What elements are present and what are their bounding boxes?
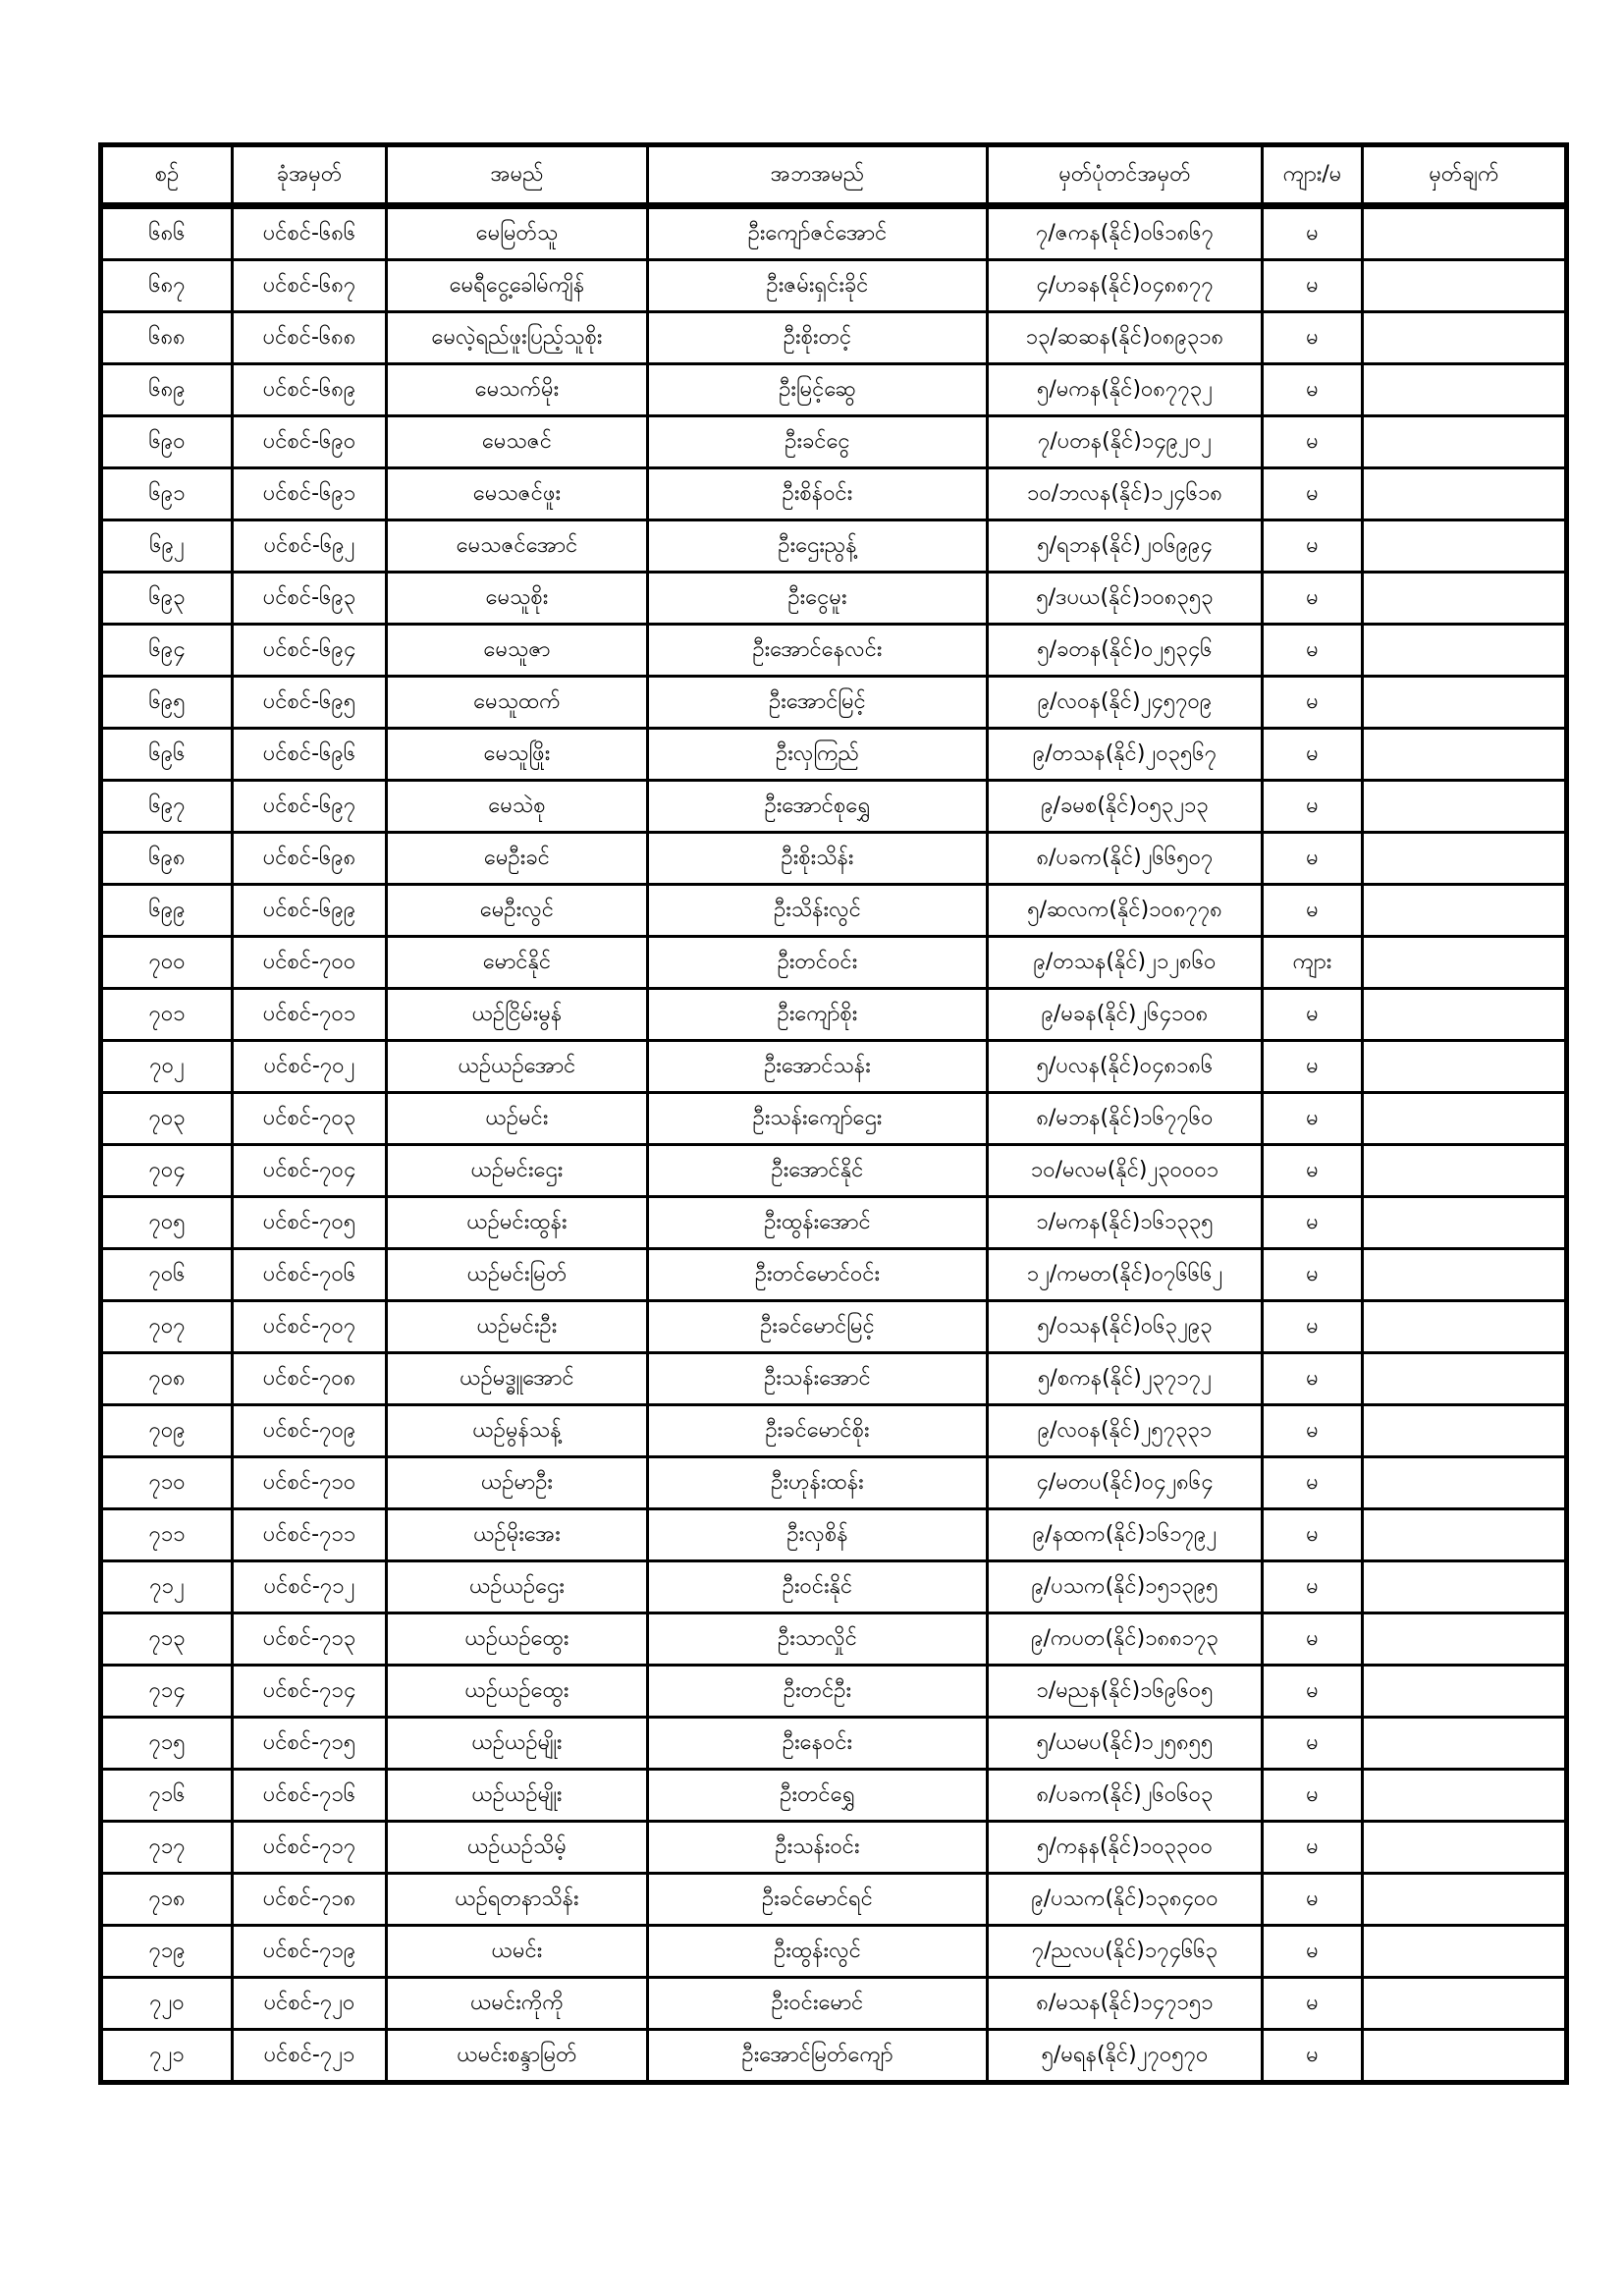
nrc-no-cell: ၇/ပတန(နိုင်)၁၄၉၂၀၂ (988, 416, 1263, 468)
table-row (101, 520, 1567, 573)
nrc-no-cell: ၄/ဟခန(နိုင်)၀၄၈၈၇၇ (988, 260, 1263, 312)
nrc-no-cell: ၅/စကန(နိုင်)၂၃၇၁၇၂ (988, 1353, 1263, 1405)
serial-no-cell: ၇၁၃ (101, 1613, 233, 1666)
seat-no-cell: ပင်စင်-၇၁၈ (233, 1874, 387, 1926)
serial-no-cell: ၆၈၆ (101, 206, 233, 260)
gender-cell: မ (1263, 625, 1363, 677)
serial-no-cell: ၇၁၀ (101, 1457, 233, 1509)
name-cell: ယဉ်ယဉ်ထွေး (387, 1666, 648, 1718)
seat-no-cell: ပင်စင်-၇၁၅ (233, 1718, 387, 1770)
table-row (101, 1197, 1567, 1249)
name-cell: မေလဲ့ရည်ဖူးပြည့်သူစိုး (387, 312, 648, 364)
remarks-cell (1363, 312, 1567, 364)
serial-no-cell: ၇၁၁ (101, 1509, 233, 1561)
table-header-row (101, 145, 1567, 206)
seat-no-cell: ပင်စင်-၆၉၈ (233, 833, 387, 885)
gender-cell: မ (1263, 729, 1363, 781)
serial-no-cell: ၇၂၀ (101, 1978, 233, 2030)
father-name-cell: ဦးတင်ဝင်း (648, 937, 988, 989)
name-cell: မေသူထက် (387, 677, 648, 729)
serial-no-cell: ၆၈၇ (101, 260, 233, 312)
name-cell: မေဦးလွင် (387, 885, 648, 937)
gender-cell: မ (1263, 781, 1363, 833)
table-row (101, 573, 1567, 625)
gender-cell: မ (1263, 1561, 1363, 1613)
father-name-cell: ဦးသန်းကျော်ဌေး (648, 1093, 988, 1145)
father-name-cell: ဦးထွန်းလွင် (648, 1926, 988, 1978)
seat-no-cell: ပင်စင်-၇၁၀ (233, 1457, 387, 1509)
table-row (101, 729, 1567, 781)
seat-no-cell: ပင်စင်-၆၈၈ (233, 312, 387, 364)
father-name-cell: ဦးဟုန်းထန်း (648, 1457, 988, 1509)
remarks-cell (1363, 1770, 1567, 1822)
remarks-cell (1363, 1197, 1567, 1249)
remarks-cell (1363, 416, 1567, 468)
name-cell: ယဉ်ယဉ်မျိုး (387, 1718, 648, 1770)
header-nrc-no: မှတ်ပုံတင်အမှတ် (988, 145, 1263, 206)
name-cell: မေသဇင်အောင် (387, 520, 648, 573)
seat-no-cell: ပင်စင်-၆၈၆ (233, 206, 387, 260)
remarks-cell (1363, 1405, 1567, 1457)
nrc-no-cell: ၉/တသန(နိုင်)၂၀၃၅၆၇ (988, 729, 1263, 781)
table-row (101, 781, 1567, 833)
table-row (101, 1457, 1567, 1509)
gender-cell: မ (1263, 1145, 1363, 1197)
seat-no-cell: ပင်စင်-၇၀၅ (233, 1197, 387, 1249)
serial-no-cell: ၆၉၁ (101, 468, 233, 520)
name-cell: ယဉ်မဒ္ဓူအောင် (387, 1353, 648, 1405)
table-row (101, 416, 1567, 468)
nrc-no-cell: ၅/ဆလက(နိုင်)၁၀၈၇၇၈ (988, 885, 1263, 937)
father-name-cell: ဦးအောင်နေလင်း (648, 625, 988, 677)
serial-no-cell: ၇၀၃ (101, 1093, 233, 1145)
gender-cell: မ (1263, 1822, 1363, 1874)
header-serial-no: စဉ် (101, 145, 233, 206)
remarks-cell (1363, 1509, 1567, 1561)
nrc-no-cell: ၈/ပခက(နိုင်)၂၆၆၅၀၇ (988, 833, 1263, 885)
table-row (101, 2030, 1567, 2083)
seat-no-cell: ပင်စင်-၇၀၈ (233, 1353, 387, 1405)
seat-no-cell: ပင်စင်-၆၉၇ (233, 781, 387, 833)
remarks-cell (1363, 468, 1567, 520)
gender-cell: မ (1263, 1041, 1363, 1093)
nrc-no-cell: ၉/ပသက(နိုင်)၁၃၈၄၀၀ (988, 1874, 1263, 1926)
father-name-cell: ဦးသန်းအောင် (648, 1353, 988, 1405)
serial-no-cell: ၇၁၇ (101, 1822, 233, 1874)
seat-no-cell: ပင်စင်-၇၀၇ (233, 1301, 387, 1353)
table-row (101, 677, 1567, 729)
seat-no-cell: ပင်စင်-၆၈၇ (233, 260, 387, 312)
seat-no-cell: ပင်စင်-၆၉၂ (233, 520, 387, 573)
remarks-cell (1363, 1301, 1567, 1353)
seat-no-cell: ပင်စင်-၇၀၀ (233, 937, 387, 989)
name-cell: ယမင်း (387, 1926, 648, 1978)
remarks-cell (1363, 1353, 1567, 1405)
nrc-no-cell: ၉/လဝန(နိုင်)၂၄၅၇၀၉ (988, 677, 1263, 729)
serial-no-cell: ၇၀၂ (101, 1041, 233, 1093)
table-row (101, 1874, 1567, 1926)
serial-no-cell: ၇၂၁ (101, 2030, 233, 2083)
nrc-no-cell: ၉/တသန(နိုင်)၂၁၂၈၆၀ (988, 937, 1263, 989)
serial-no-cell: ၆၉၄ (101, 625, 233, 677)
serial-no-cell: ၇၀၉ (101, 1405, 233, 1457)
name-cell: ယဉ်မင်းထွန်း (387, 1197, 648, 1249)
name-cell: ယဉ်ယဉ်မျိုး (387, 1770, 648, 1822)
gender-cell: မ (1263, 573, 1363, 625)
father-name-cell: ဦးကျော်စိုး (648, 989, 988, 1041)
serial-no-cell: ၆၉၇ (101, 781, 233, 833)
father-name-cell: ဦးကျော်ဇင်အောင် (648, 206, 988, 260)
table-row (101, 1718, 1567, 1770)
nrc-no-cell: ၄/မတပ(နိုင်)၀၄၂၈၆၄ (988, 1457, 1263, 1509)
header-seat-no: ခုံအမှတ် (233, 145, 387, 206)
nrc-no-cell: ၈/မဘန(နိုင်)၁၆၇၇၆၀ (988, 1093, 1263, 1145)
father-name-cell: ဦးဝင်းမောင် (648, 1978, 988, 2030)
nrc-no-cell: ၅/မရန(နိုင်)၂၇၀၅၇၀ (988, 2030, 1263, 2083)
name-cell: မောင်နိုင် (387, 937, 648, 989)
table-row (101, 885, 1567, 937)
remarks-cell (1363, 1613, 1567, 1666)
father-name-cell: ဦးအောင်မြင့် (648, 677, 988, 729)
gender-cell: မ (1263, 1249, 1363, 1301)
serial-no-cell: ၇၀၆ (101, 1249, 233, 1301)
remarks-cell (1363, 206, 1567, 260)
gender-cell: မ (1263, 677, 1363, 729)
table-row (101, 1405, 1567, 1457)
serial-no-cell: ၆၈၈ (101, 312, 233, 364)
father-name-cell: ဦးနေဝင်း (648, 1718, 988, 1770)
seat-no-cell: ပင်စင်-၆၉၀ (233, 416, 387, 468)
serial-no-cell: ၆၉၂ (101, 520, 233, 573)
nrc-no-cell: ၁၂/ကမတ(နိုင်)၀၇၆၆၆၂ (988, 1249, 1263, 1301)
remarks-cell (1363, 520, 1567, 573)
serial-no-cell: ၇၀၈ (101, 1353, 233, 1405)
seat-no-cell: ပင်စင်-၇၀၉ (233, 1405, 387, 1457)
table-row (101, 364, 1567, 416)
name-cell: မေသဇင် (387, 416, 648, 468)
nrc-no-cell: ၉/လဝန(နိုင်)၂၅၇၃၃၁ (988, 1405, 1263, 1457)
name-cell: ယဉ်မင်း (387, 1093, 648, 1145)
seat-no-cell: ပင်စင်-၇၂၀ (233, 1978, 387, 2030)
seat-no-cell: ပင်စင်-၆၉၄ (233, 625, 387, 677)
gender-cell: မ (1263, 833, 1363, 885)
gender-cell: မ (1263, 206, 1363, 260)
table-row (101, 989, 1567, 1041)
remarks-cell (1363, 1561, 1567, 1613)
remarks-cell (1363, 937, 1567, 989)
remarks-cell (1363, 1978, 1567, 2030)
father-name-cell: ဦးလှစိန် (648, 1509, 988, 1561)
gender-cell: မ (1263, 312, 1363, 364)
nrc-no-cell: ၅/ဒပယ(နိုင်)၁၀၈၃၅၃ (988, 573, 1263, 625)
name-cell: ယဉ်မင်းဌေး (387, 1145, 648, 1197)
gender-cell: မ (1263, 1093, 1363, 1145)
remarks-cell (1363, 1145, 1567, 1197)
remarks-cell (1363, 833, 1567, 885)
nrc-no-cell: ၉/ခမစ(နိုင်)၀၅၃၂၁၃ (988, 781, 1263, 833)
remarks-cell (1363, 260, 1567, 312)
name-cell: ယမင်းကိုကို (387, 1978, 648, 2030)
father-name-cell: ဦးစိုးတင့် (648, 312, 988, 364)
table-row (101, 1301, 1567, 1353)
name-cell: ယဉ်ယဉ်အောင် (387, 1041, 648, 1093)
gender-cell: မ (1263, 1718, 1363, 1770)
serial-no-cell: ၇၀၁ (101, 989, 233, 1041)
nrc-no-cell: ၇/ဇကန(နိုင်)၀၆၁၈၆၇ (988, 206, 1263, 260)
name-cell: ယဉ်ငြိမ်းမွန် (387, 989, 648, 1041)
gender-cell: မ (1263, 1613, 1363, 1666)
nrc-no-cell: ၈/ပခက(နိုင်)၂၆၀၆၀၃ (988, 1770, 1263, 1822)
seat-no-cell: ပင်စင်-၆၉၅ (233, 677, 387, 729)
father-name-cell: ဦးသိန်းလွင် (648, 885, 988, 937)
table-row (101, 206, 1567, 260)
seat-no-cell: ပင်စင်-၇၁၇ (233, 1822, 387, 1874)
father-name-cell: ဦးခင်မောင်စိုး (648, 1405, 988, 1457)
name-cell: မေသဇင်ဖူး (387, 468, 648, 520)
gender-cell: မ (1263, 468, 1363, 520)
table-row (101, 1353, 1567, 1405)
table-row (101, 1978, 1567, 2030)
table-row (101, 1093, 1567, 1145)
serial-no-cell: ၆၉၀ (101, 416, 233, 468)
nrc-no-cell: ၁/မညန(နိုင်)၁၆၉၆၀၅ (988, 1666, 1263, 1718)
remarks-cell (1363, 1249, 1567, 1301)
name-cell: ယဉ်မိုးအေး (387, 1509, 648, 1561)
father-name-cell: ဦးခင်မောင်ရင် (648, 1874, 988, 1926)
gender-cell: မ (1263, 989, 1363, 1041)
gender-cell: မ (1263, 1770, 1363, 1822)
remarks-cell (1363, 781, 1567, 833)
serial-no-cell: ၇၁၆ (101, 1770, 233, 1822)
gender-cell: ကျား (1263, 937, 1363, 989)
remarks-cell (1363, 625, 1567, 677)
serial-no-cell: ၇၁၈ (101, 1874, 233, 1926)
seat-no-cell: ပင်စင်-၇၁၉ (233, 1926, 387, 1978)
serial-no-cell: ၇၁၄ (101, 1666, 233, 1718)
name-cell: မေဦးခင် (387, 833, 648, 885)
gender-cell: မ (1263, 1405, 1363, 1457)
name-cell: ယဉ်မင်းမြတ် (387, 1249, 648, 1301)
gender-cell: မ (1263, 1978, 1363, 2030)
gender-cell: မ (1263, 1874, 1363, 1926)
table-row (101, 1561, 1567, 1613)
name-cell: ယဉ်ယဉ်ဌေး (387, 1561, 648, 1613)
nrc-no-cell: ၁/မကန(နိုင်)၁၆၁၃၃၅ (988, 1197, 1263, 1249)
header-name: အမည် (387, 145, 648, 206)
father-name-cell: ဦးထွန်းအောင် (648, 1197, 988, 1249)
table-row (101, 833, 1567, 885)
remarks-cell (1363, 2030, 1567, 2083)
remarks-cell (1363, 1457, 1567, 1509)
table-row (101, 1822, 1567, 1874)
table-row (101, 1145, 1567, 1197)
seat-no-cell: ပင်စင်-၇၀၂ (233, 1041, 387, 1093)
serial-no-cell: ၇၁၅ (101, 1718, 233, 1770)
nrc-no-cell: ၁၀/ဘလန(နိုင်)၁၂၄၆၁၈ (988, 468, 1263, 520)
seat-no-cell: ပင်စင်-၇၁၁ (233, 1509, 387, 1561)
father-name-cell: ဦးဌေးညွန့် (648, 520, 988, 573)
table-row (101, 1509, 1567, 1561)
header-gender: ကျား/မ (1263, 145, 1363, 206)
name-cell: မေသူစိုး (387, 573, 648, 625)
father-name-cell: ဦးတင်ရွှေ (648, 1770, 988, 1822)
remarks-cell (1363, 1926, 1567, 1978)
father-name-cell: ဦးအောင်မြတ်ကျော် (648, 2030, 988, 2083)
father-name-cell: ဦးတင်မောင်ဝင်း (648, 1249, 988, 1301)
table-row (101, 1249, 1567, 1301)
remarks-cell (1363, 1718, 1567, 1770)
father-name-cell: ဦးသာလှိုင် (648, 1613, 988, 1666)
nrc-no-cell: ၁၃/ဆဆန(နိုင်)၀၈၉၃၁၈ (988, 312, 1263, 364)
remarks-cell (1363, 1041, 1567, 1093)
seat-no-cell: ပင်စင်-၇၁၆ (233, 1770, 387, 1822)
gender-cell: မ (1263, 1353, 1363, 1405)
seat-no-cell: ပင်စင်-၆၉၃ (233, 573, 387, 625)
seat-no-cell: ပင်စင်-၇၂၁ (233, 2030, 387, 2083)
father-name-cell: ဦးအောင်သန်း (648, 1041, 988, 1093)
father-name-cell: ဦးစိန်ဝင်း (648, 468, 988, 520)
serial-no-cell: ၆၈၉ (101, 364, 233, 416)
header-father-name: အဘအမည် (648, 145, 988, 206)
nrc-no-cell: ၉/နထက(နိုင်)၁၆၁၇၉၂ (988, 1509, 1263, 1561)
seat-no-cell: ပင်စင်-၇၁၄ (233, 1666, 387, 1718)
seat-no-cell: ပင်စင်-၇၀၁ (233, 989, 387, 1041)
gender-cell: မ (1263, 1926, 1363, 1978)
seat-no-cell: ပင်စင်-၇၀၃ (233, 1093, 387, 1145)
table-row (101, 1770, 1567, 1822)
gender-cell: မ (1263, 520, 1363, 573)
nrc-no-cell: ၉/မခန(နိုင်)၂၆၄၁၀၈ (988, 989, 1263, 1041)
name-cell: ယဉ်ယဉ်ထွေး (387, 1613, 648, 1666)
name-cell: မေသူဇာ (387, 625, 648, 677)
father-name-cell: ဦးမြင့်ဆွေ (648, 364, 988, 416)
father-name-cell: ဦးခင်ငွေ (648, 416, 988, 468)
nrc-no-cell: ၅/ပလန(နိုင်)၀၄၈၁၈၆ (988, 1041, 1263, 1093)
table-row (101, 1666, 1567, 1718)
serial-no-cell: ၆၉၈ (101, 833, 233, 885)
gender-cell: မ (1263, 1197, 1363, 1249)
seat-no-cell: ပင်စင်-၆၉၆ (233, 729, 387, 781)
serial-no-cell: ၇၀၅ (101, 1197, 233, 1249)
serial-no-cell: ၇၀၀ (101, 937, 233, 989)
father-name-cell: ဦးတင်ဦး (648, 1666, 988, 1718)
candidate-roster-table (98, 142, 1569, 2085)
remarks-cell (1363, 729, 1567, 781)
name-cell: မေရီငွေ့ခေါမ်ကျိန် (387, 260, 648, 312)
remarks-cell (1363, 989, 1567, 1041)
father-name-cell: ဦးစိုးသိန်း (648, 833, 988, 885)
table-row (101, 1613, 1567, 1666)
seat-no-cell: ပင်စင်-၆၉၉ (233, 885, 387, 937)
remarks-cell (1363, 677, 1567, 729)
gender-cell: မ (1263, 1301, 1363, 1353)
remarks-cell (1363, 364, 1567, 416)
seat-no-cell: ပင်စင်-၇၀၆ (233, 1249, 387, 1301)
gender-cell: မ (1263, 2030, 1363, 2083)
father-name-cell: ဦးဇမ်းရှင်းခိုင် (648, 260, 988, 312)
remarks-cell (1363, 885, 1567, 937)
name-cell: မေသက်မိုး (387, 364, 648, 416)
serial-no-cell: ၆၉၉ (101, 885, 233, 937)
seat-no-cell: ပင်စင်-၇၁၃ (233, 1613, 387, 1666)
name-cell: ယဉ်ရတနာသိန်း (387, 1874, 648, 1926)
serial-no-cell: ၆၉၆ (101, 729, 233, 781)
serial-no-cell: ၇၁၉ (101, 1926, 233, 1978)
table-row (101, 468, 1567, 520)
nrc-no-cell: ၅/ရဘန(နိုင်)၂၀၆၉၉၄ (988, 520, 1263, 573)
gender-cell: မ (1263, 885, 1363, 937)
father-name-cell: ဦးသန်းဝင်း (648, 1822, 988, 1874)
remarks-cell (1363, 1874, 1567, 1926)
name-cell: ယမင်းစန္ဒာမြတ် (387, 2030, 648, 2083)
nrc-no-cell: ၅/ဝသန(နိုင်)၀၆၃၂၉၃ (988, 1301, 1263, 1353)
table-row (101, 312, 1567, 364)
gender-cell: မ (1263, 260, 1363, 312)
seat-no-cell: ပင်စင်-၆၉၁ (233, 468, 387, 520)
gender-cell: မ (1263, 1666, 1363, 1718)
serial-no-cell: ၆၉၅ (101, 677, 233, 729)
remarks-cell (1363, 1666, 1567, 1718)
nrc-no-cell: ၅/ခတန(နိုင်)၀၂၅၃၄၆ (988, 625, 1263, 677)
name-cell: ယဉ်မင်းဦး (387, 1301, 648, 1353)
father-name-cell: ဦးခင်မောင်မြင့် (648, 1301, 988, 1353)
remarks-cell (1363, 1822, 1567, 1874)
serial-no-cell: ၆၉၃ (101, 573, 233, 625)
table-row (101, 625, 1567, 677)
table-row (101, 1926, 1567, 1978)
nrc-no-cell: ၅/ကနန(နိုင်)၁၀၃၃၀၀ (988, 1822, 1263, 1874)
name-cell: မေသဲစု (387, 781, 648, 833)
table-row (101, 1041, 1567, 1093)
nrc-no-cell: ၁၀/မလမ(နိုင်)၂၃၀၀၀၁ (988, 1145, 1263, 1197)
father-name-cell: ဦးအောင်နိုင် (648, 1145, 988, 1197)
remarks-cell (1363, 573, 1567, 625)
name-cell: မေသူဖြိုး (387, 729, 648, 781)
gender-cell: မ (1263, 416, 1363, 468)
seat-no-cell: ပင်စင်-၆၈၉ (233, 364, 387, 416)
nrc-no-cell: ၅/ယမပ(နိုင်)၁၂၅၈၅၅ (988, 1718, 1263, 1770)
serial-no-cell: ၇၁၂ (101, 1561, 233, 1613)
nrc-no-cell: ၉/ပသက(နိုင်)၁၅၁၃၉၅ (988, 1561, 1263, 1613)
table-row (101, 937, 1567, 989)
nrc-no-cell: ၇/ညလပ(နိုင်)၁၇၄၆၆၃ (988, 1926, 1263, 1978)
name-cell: ယဉ်ယဉ်သိမ့် (387, 1822, 648, 1874)
gender-cell: မ (1263, 1509, 1363, 1561)
gender-cell: မ (1263, 364, 1363, 416)
father-name-cell: ဦးအောင်စုရွှေ (648, 781, 988, 833)
seat-no-cell: ပင်စင်-၇၀၄ (233, 1145, 387, 1197)
name-cell: ယဉ်မာဦး (387, 1457, 648, 1509)
header-remarks: မှတ်ချက် (1363, 145, 1567, 206)
name-cell: ယဉ်မွန်သန့် (387, 1405, 648, 1457)
serial-no-cell: ၇၀၄ (101, 1145, 233, 1197)
father-name-cell: ဦးလှကြည် (648, 729, 988, 781)
nrc-no-cell: ၉/ကပတ(နိုင်)၁၈၈၁၇၃ (988, 1613, 1263, 1666)
serial-no-cell: ၇၀၇ (101, 1301, 233, 1353)
nrc-no-cell: ၅/မကန(နိုင်)၀၈၇၇၃၂ (988, 364, 1263, 416)
father-name-cell: ဦးဝင်းနိုင် (648, 1561, 988, 1613)
father-name-cell: ဦးငွေမူး (648, 573, 988, 625)
table-row (101, 260, 1567, 312)
table-body (101, 206, 1567, 2083)
gender-cell: မ (1263, 1457, 1363, 1509)
remarks-cell (1363, 1093, 1567, 1145)
seat-no-cell: ပင်စင်-၇၁၂ (233, 1561, 387, 1613)
name-cell: မေမြတ်သူ (387, 206, 648, 260)
nrc-no-cell: ၈/မသန(နိုင်)၁၄၇၁၅၁ (988, 1978, 1263, 2030)
